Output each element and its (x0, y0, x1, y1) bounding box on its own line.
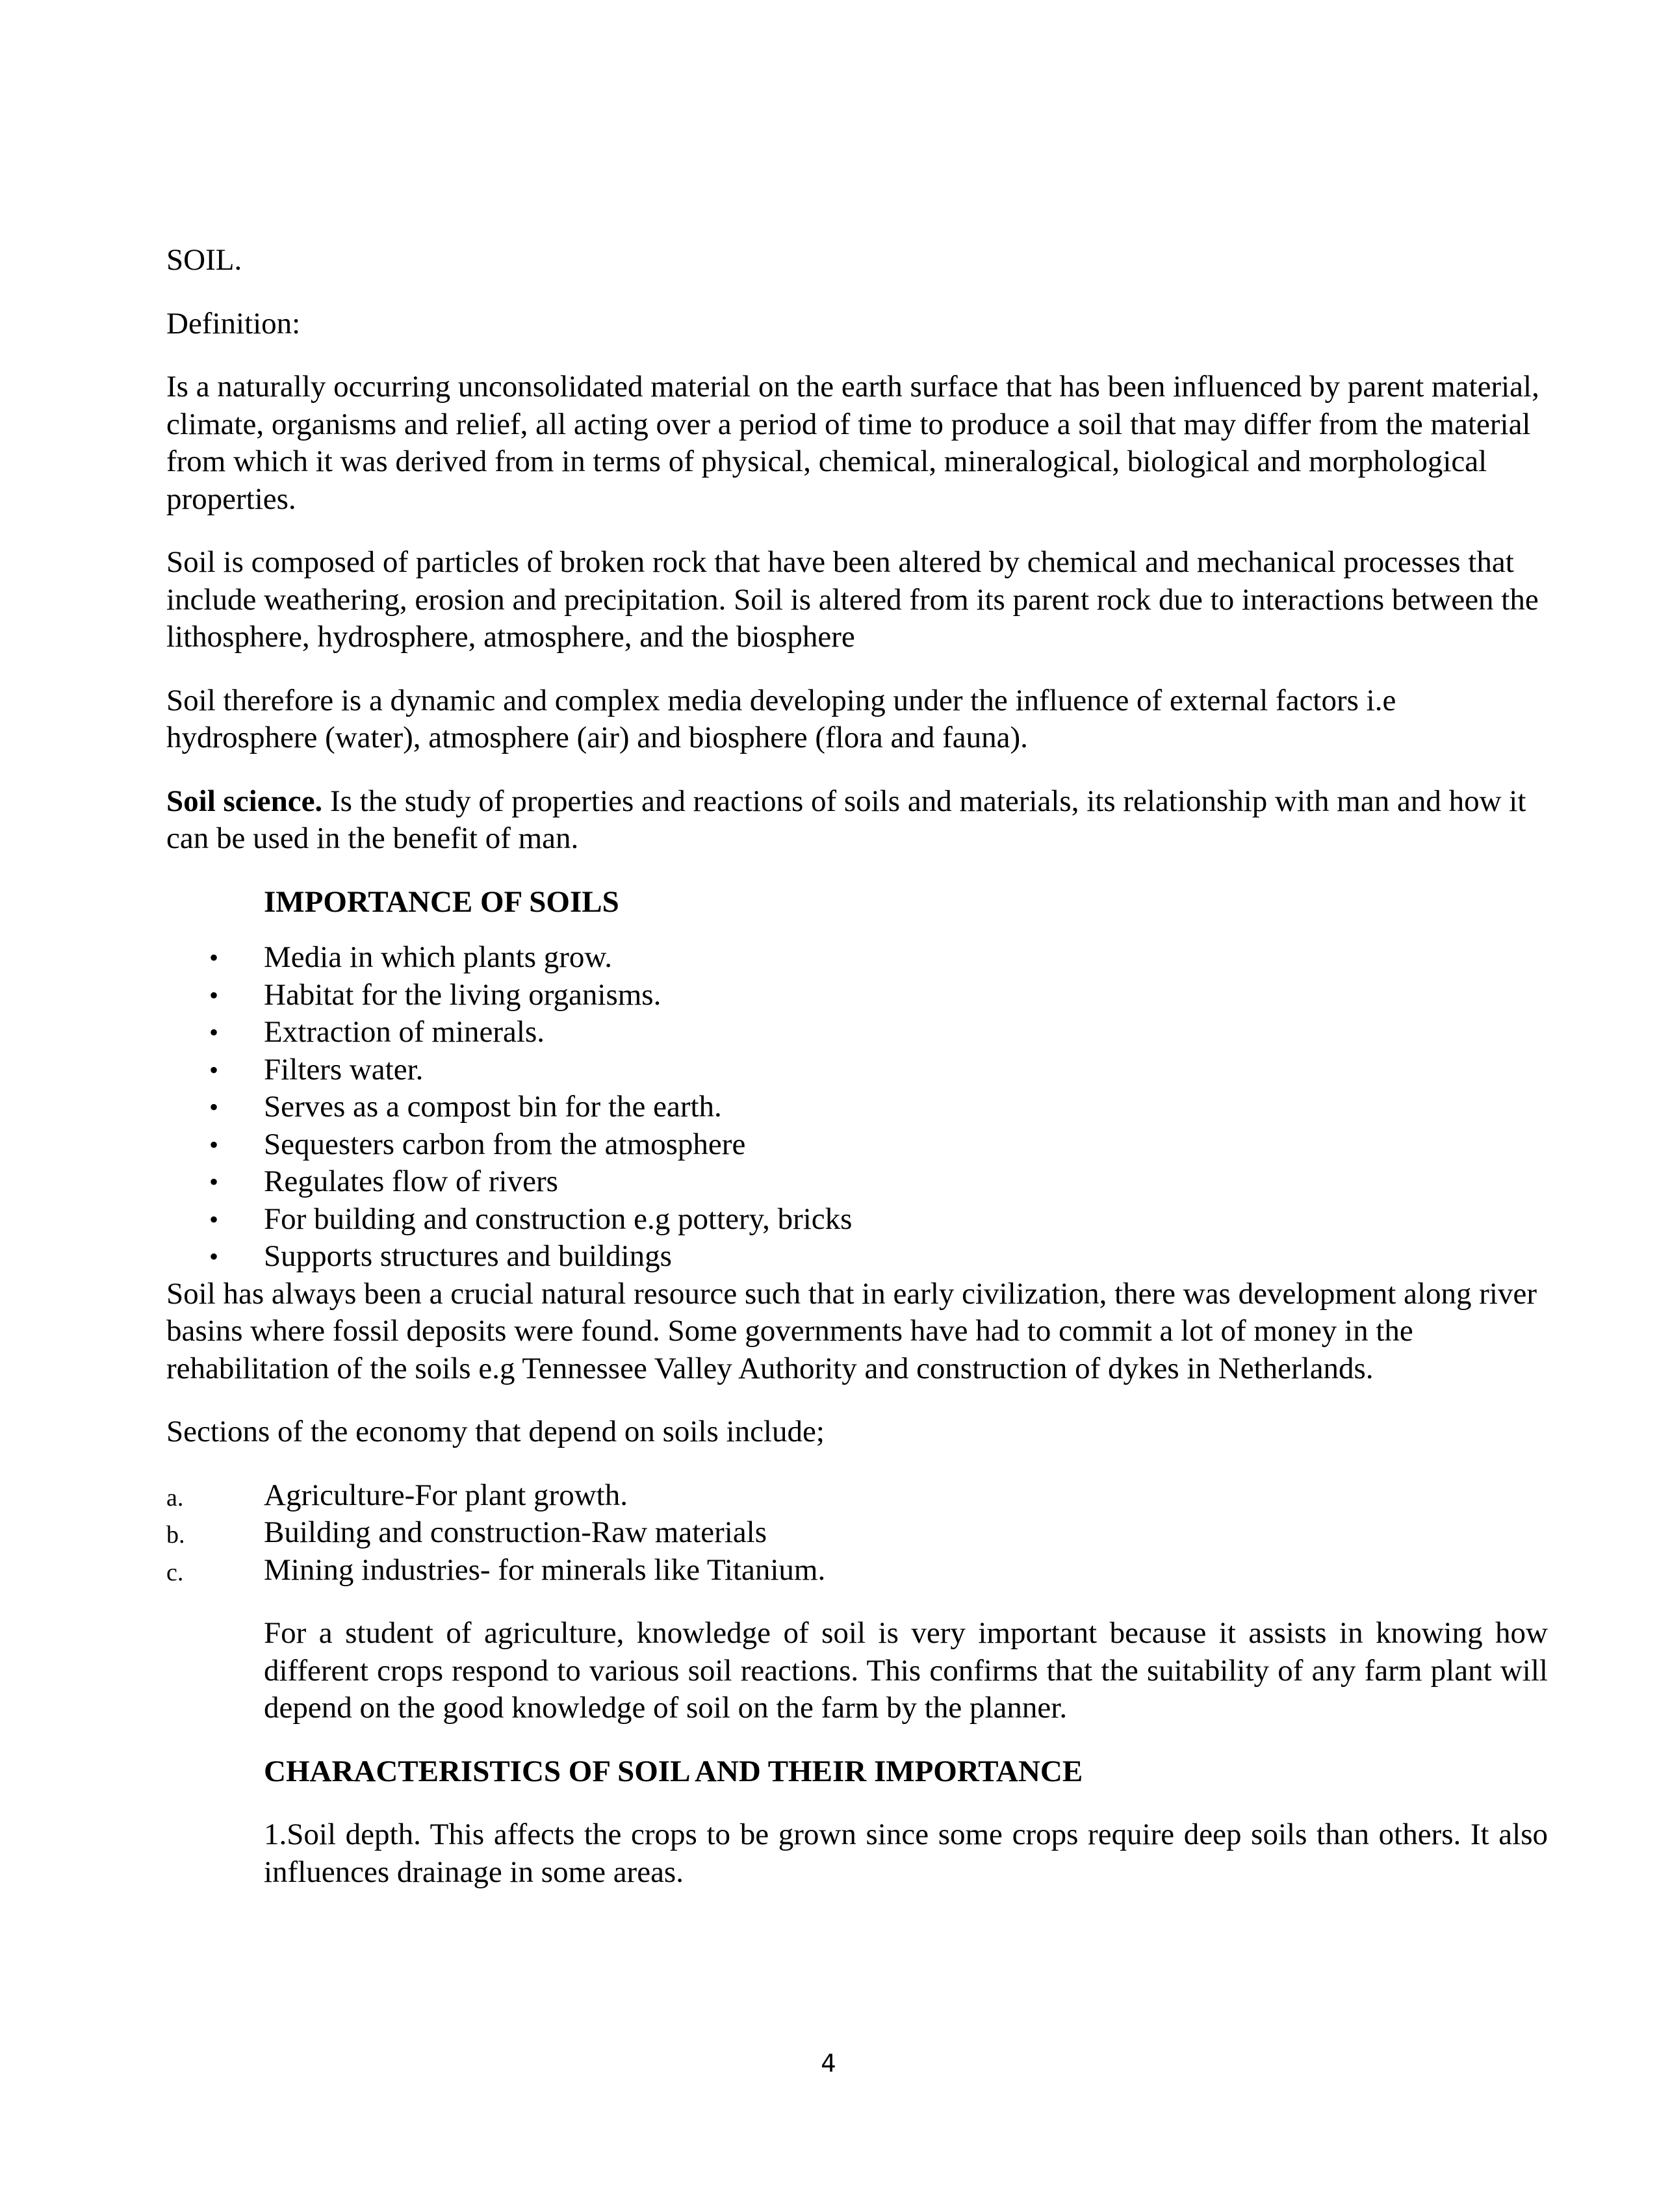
list-item: • Regulates flow of rivers (166, 1163, 1548, 1201)
soil-science-term: Soil science. (166, 784, 323, 818)
list-item: a. Agriculture-For plant growth. (166, 1477, 1548, 1515)
natural-resource-paragraph: Soil has always been a crucial natural resource such that in early civilization, there was development along river basins where fossil deposits were found. Some governments have had to commit a lot of money in the rehabilitation of the soils e.g Tennessee Valley Authority and construction of dykes in Netherlands. (166, 1276, 1537, 1385)
list-item: • Supports structures and buildings (166, 1238, 1548, 1276)
bullet-icon: • (209, 1204, 219, 1234)
bullet-icon: • (209, 1242, 219, 1271)
bullet-icon: • (209, 980, 219, 1010)
definition-paragraph: Is a naturally occurring unconsolidated material on the earth surface that has been influenced by parent material, climate, organisms and relief, all acting over a period of time to produce a soil that may differ from the material from which it was derived from in terms of physical, chemical, mineralogical, biological and morphological properties. (166, 370, 1539, 516)
list-marker: a. (166, 1484, 184, 1511)
bullet-icon: • (209, 1167, 219, 1196)
bullet-icon: • (209, 1092, 219, 1122)
definition-label: Definition: (166, 306, 301, 341)
list-item: • Filters water. (166, 1051, 1548, 1089)
characteristics-heading: CHARACTERISTICS OF SOIL AND THEIR IMPORTANCE (264, 1754, 1083, 1788)
page-title: SOIL. (166, 243, 242, 277)
list-item: b. Building and construction-Raw materials (166, 1514, 1548, 1552)
sections-intro: Sections of the economy that depend on soils include; (166, 1415, 825, 1448)
page-number: 4 (821, 2050, 836, 2077)
list-item: c. Mining industries- for minerals like Titanium. (166, 1552, 1548, 1589)
student-paragraph: For a student of agriculture, knowledge of soil is very important because it assists in knowing how different crops respond to various soil reactions. This confirms that the suitability of any farm plant will depend on the good knowledge of soil on the farm by the planner. (264, 1616, 1548, 1725)
document-page (166, 242, 1548, 1891)
soil-science-definition: Is the study of properties and reactions of soils and materials, its relationship with man and how it can be used in the benefit of man. (166, 784, 1526, 855)
list-item: • Extraction of minerals. (166, 1014, 1548, 1051)
list-item: • Sequesters carbon from the atmosphere (166, 1126, 1548, 1164)
list-item: • Habitat for the living organisms. (166, 977, 1548, 1014)
list-marker: c. (166, 1558, 184, 1586)
list-item: • For building and construction e.g pottery, bricks (166, 1201, 1548, 1239)
soil-depth-paragraph: 1.Soil depth. This affects the crops to be grown since some crops require deep soils than others. It also influences drainage in some areas. (264, 1818, 1548, 1889)
soil-science-paragraph (166, 783, 1548, 858)
list-item: • Media in which plants grow. (166, 939, 1548, 977)
importance-list (166, 939, 1548, 1276)
bullet-icon: • (209, 1018, 219, 1047)
composition-paragraph: Soil is composed of particles of broken rock that have been altered by chemical and mechanical processes that include weathering, erosion and precipitation. Soil is altered from its parent rock due to interactions between the lithosphere, hydrosphere, atmosphere, and the biosphere (166, 545, 1539, 654)
bullet-icon: • (209, 1055, 219, 1085)
bullet-icon: • (209, 1129, 219, 1159)
economy-sections-list (166, 1477, 1548, 1589)
importance-heading: IMPORTANCE OF SOILS (264, 884, 619, 919)
bullet-icon: • (209, 943, 219, 972)
dynamic-media-paragraph: Soil therefore is a dynamic and complex media developing under the influence of external factors i.e hydrosphere (water), atmosphere (air) and biosphere (flora and fauna). (166, 683, 1396, 754)
list-item: • Serves as a compost bin for the earth. (166, 1088, 1548, 1126)
list-marker: b. (166, 1521, 185, 1549)
